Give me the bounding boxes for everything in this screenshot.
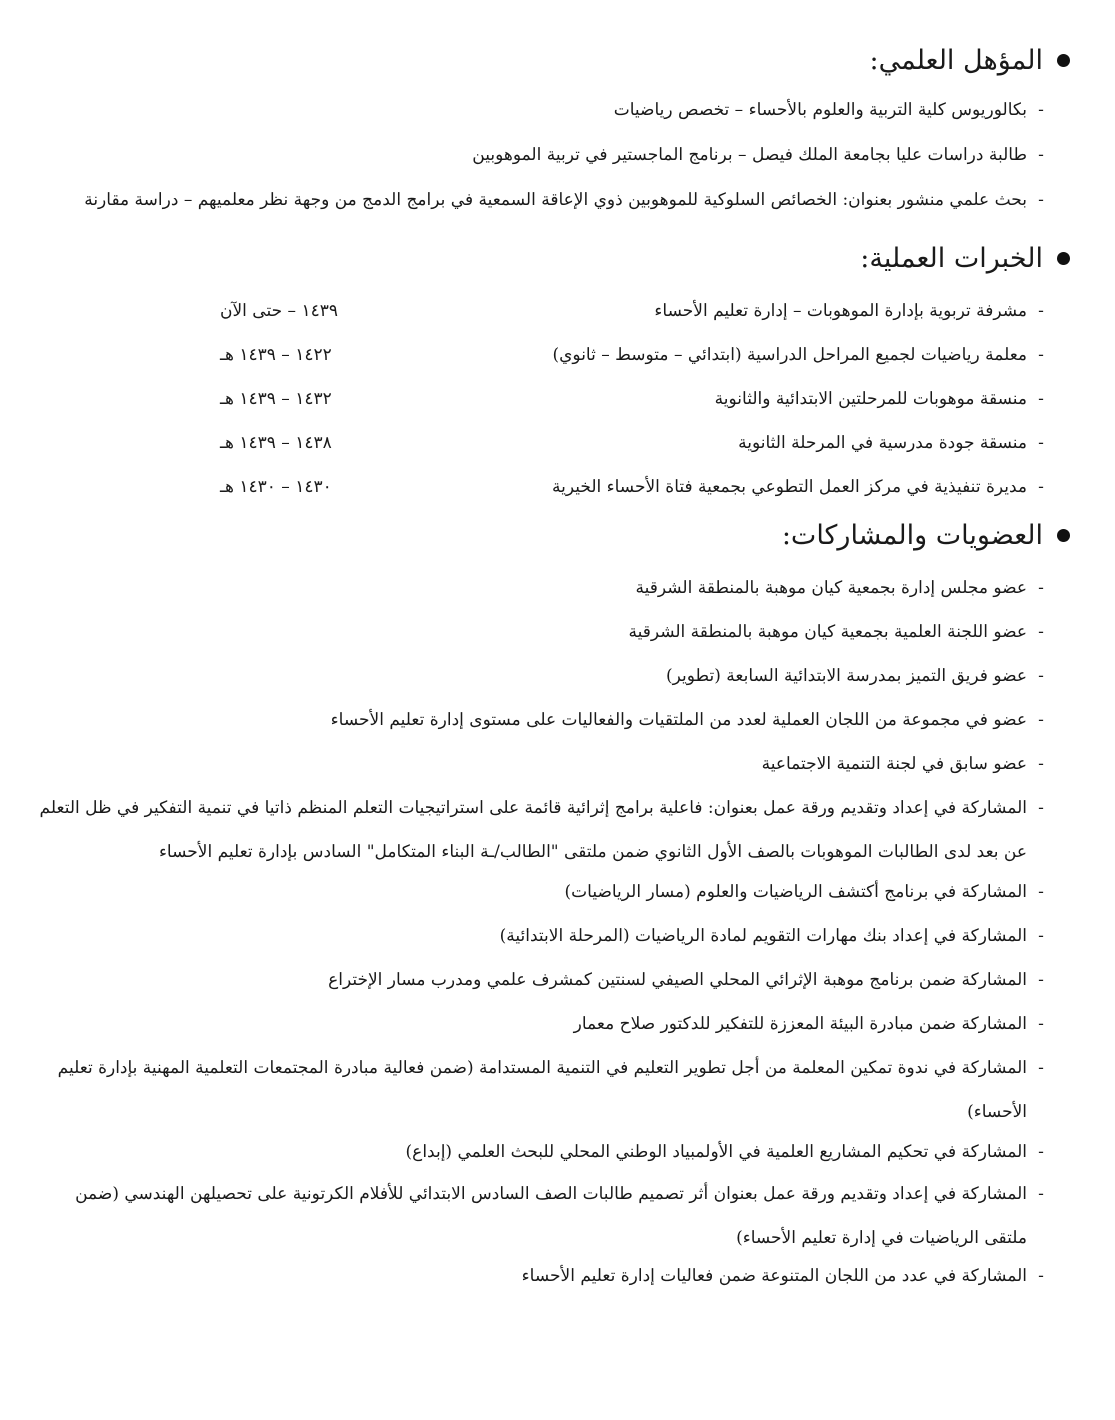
experience-date: ١٤٣٨ – ١٤٣٩ هـ xyxy=(220,433,332,453)
dash-icon: - xyxy=(1038,926,1044,946)
experience-date: ١٤٣٩ – حتى الآن xyxy=(220,301,338,321)
dash-icon: - xyxy=(1038,1266,1044,1286)
dash-icon: - xyxy=(1038,798,1044,818)
list-item: - المشاركة ضمن مبادرة البيئة المعززة للتفكير للدكتور صلاح معمار xyxy=(30,1002,1027,1046)
experience-row: - مديرة تنفيذية في مركز العمل التطوعي بجمعية فتاة الأحساء الخيرية ١٤٣٠ – ١٤٣٠ هـ xyxy=(30,465,1027,509)
dash-icon: - xyxy=(1038,754,1044,774)
list-item: - عضو فريق التميز بمدرسة الابتدائية السابعة (تطوير) xyxy=(30,654,1027,698)
section-title: الخبرات العملية: xyxy=(860,242,1043,274)
dash-icon: - xyxy=(1038,1184,1044,1204)
list-item: - عضو سابق في لجنة التنمية الاجتماعية xyxy=(30,742,1027,786)
bullet-icon xyxy=(1057,54,1070,67)
dash-icon: - xyxy=(1038,710,1044,730)
list-item: - عضو مجلس إدارة بجمعية كيان موهبة بالمنطقة الشرقية xyxy=(30,566,1027,610)
experience-row: - معلمة رياضيات لجميع المراحل الدراسية (ابتدائي – متوسط – ثانوي) ١٤٢٢ – ١٤٣٩ هـ xyxy=(30,333,1027,377)
dash-icon: - xyxy=(1038,477,1044,497)
dash-icon: - xyxy=(1038,190,1044,210)
list-item: - المشاركة في برنامج أكتشف الرياضيات والعلوم (مسار الرياضيات) xyxy=(30,870,1027,914)
list-item: - المشاركة في إعداد وتقديم ورقة عمل بعنوان أثر تصميم طالبات الصف السادس الابتدائي للأفلام الكرتونية على تحصيلهن الهندسي (ضمن ملتقى الرياضيات في إدارة تعليم الأحساء) xyxy=(30,1172,1027,1260)
experience-row: - منسقة موهوبات للمرحلتين الابتدائية والثانوية ١٤٣٢ – ١٤٣٩ هـ xyxy=(30,377,1027,421)
list-item: - بكالوريوس كلية التربية والعلوم بالأحساء – تخصص رياضيات xyxy=(30,88,1027,132)
dash-icon: - xyxy=(1038,433,1044,453)
dash-icon: - xyxy=(1038,882,1044,902)
dash-icon: - xyxy=(1038,970,1044,990)
list-item: - المشاركة في إعداد وتقديم ورقة عمل بعنوان: فاعلية برامج إثرائية قائمة على استراتيجيات التعلم المنظم ذاتيا في تنمية التفكير في ظل التعلم عن بعد لدى الطالبات الموهوبات بالصف الأول الثانوي ضمن ملتقى "الطالب/ـة البناء المتكامل" السادس بإدارة تعليم الأحساء xyxy=(30,786,1027,874)
list-item: - بحث علمي منشور بعنوان: الخصائص السلوكية للموهوبين ذوي الإعاقة السمعية في برامج الدمج من وجهة نظر معلميهم – دراسة مقارنة xyxy=(30,178,1027,222)
dash-icon: - xyxy=(1038,622,1044,642)
experience-date: ١٤٢٢ – ١٤٣٩ هـ xyxy=(220,345,332,365)
dash-icon: - xyxy=(1038,145,1044,165)
dash-icon: - xyxy=(1038,100,1044,120)
dash-icon: - xyxy=(1038,301,1044,321)
dash-icon: - xyxy=(1038,1058,1044,1078)
experience-date: ١٤٣٢ – ١٤٣٩ هـ xyxy=(220,389,332,409)
list-item: - طالبة دراسات عليا بجامعة الملك فيصل – برنامج الماجستير في تربية الموهوبين xyxy=(30,133,1027,177)
bullet-icon xyxy=(1057,529,1070,542)
dash-icon: - xyxy=(1038,1142,1044,1162)
list-item: - المشاركة في ندوة تمكين المعلمة من أجل تطوير التعليم في التنمية المستدامة (ضمن فعالية مبادرة المجتمعات التعلمية المهنية بإدارة تعليم الأحساء) xyxy=(30,1046,1027,1134)
list-item: - المشاركة ضمن برنامج موهبة الإثرائي المحلي الصيفي لسنتين كمشرف علمي ومدرب مسار الإختراع xyxy=(30,958,1027,1002)
experience-row: - مشرفة تربوية بإدارة الموهوبات – إدارة تعليم الأحساء ١٤٣٩ – حتى الآن xyxy=(30,289,1027,333)
section-title: العضويات والمشاركات: xyxy=(781,519,1043,551)
list-item: - عضو في مجموعة من اللجان العملية لعدد من الملتقيات والفعاليات على مستوى إدارة تعليم الأحساء xyxy=(30,698,1027,742)
section-title: المؤهل العلمي: xyxy=(869,44,1043,76)
experience-date: ١٤٣٠ – ١٤٣٠ هـ xyxy=(220,477,332,497)
list-item: - المشاركة في إعداد بنك مهارات التقويم لمادة الرياضيات (المرحلة الابتدائية) xyxy=(30,914,1027,958)
experience-row: - منسقة جودة مدرسية في المرحلة الثانوية ١٤٣٨ – ١٤٣٩ هـ xyxy=(30,421,1027,465)
dash-icon: - xyxy=(1038,1014,1044,1034)
section-heading-memberships xyxy=(782,515,1070,555)
dash-icon: - xyxy=(1038,345,1044,365)
bullet-icon xyxy=(1057,252,1070,265)
dash-icon: - xyxy=(1038,389,1044,409)
list-item: - المشاركة في عدد من اللجان المتنوعة ضمن فعاليات إدارة تعليم الأحساء xyxy=(30,1254,1027,1298)
section-heading-experience xyxy=(860,238,1070,278)
list-item: - المشاركة في تحكيم المشاريع العلمية في الأولمبياد الوطني المحلي للبحث العلمي (إبداع) xyxy=(30,1130,1027,1174)
list-item: - عضو اللجنة العلمية بجمعية كيان موهبة بالمنطقة الشرقية xyxy=(30,610,1027,654)
dash-icon: - xyxy=(1038,666,1044,686)
section-heading-qualifications xyxy=(870,40,1070,80)
dash-icon: - xyxy=(1038,578,1044,598)
